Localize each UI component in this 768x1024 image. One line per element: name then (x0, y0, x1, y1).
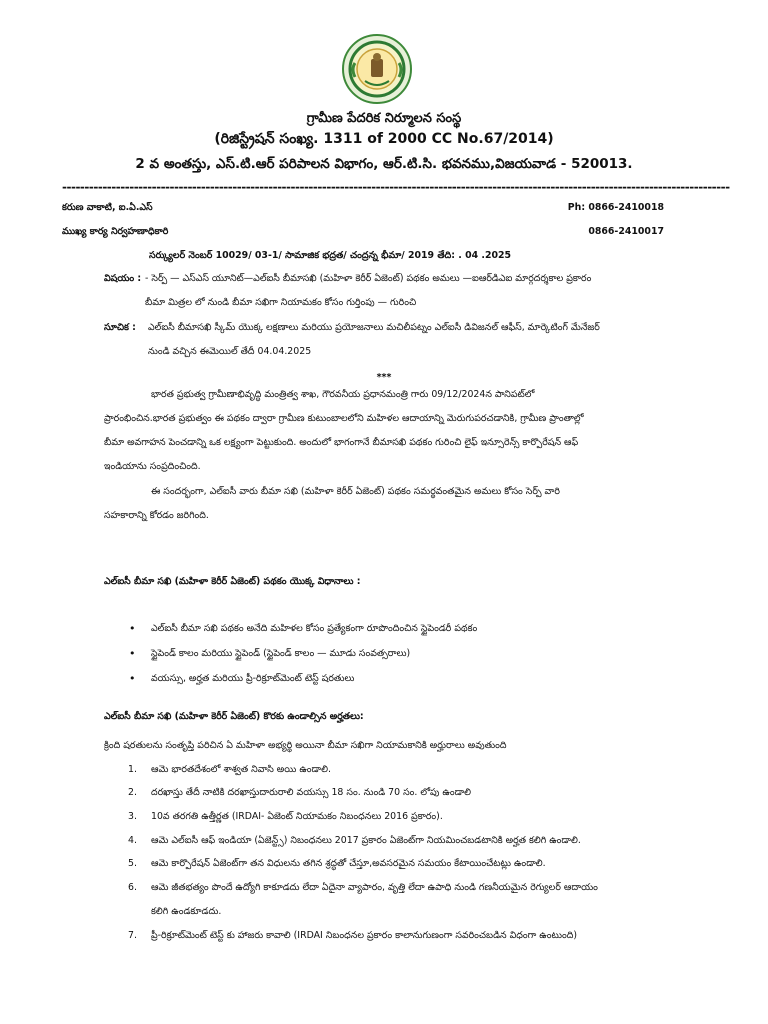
list-number: 6. (128, 882, 137, 893)
bullet-icon: • (129, 622, 136, 635)
reference-line-1: ఎల్ఐసీ బీమాసఖి స్కీమ్ యొక్క లక్షణాలు మరియు ప్రయోజనాలు మచిలీపట్నం ఎల్ఐసీ డివిజనల్ ఆఫీస్, మార్కెటింగ్ మేనేజర్ (148, 322, 600, 333)
phone-number-1: Ph: 0866-2410018 (567, 202, 664, 213)
org-address: 2 వ అంతస్తు, ఎస్.టి.ఆర్ పరిపాలన విభాగం, ఆర్.టి.సి. భవనము,విజయవాడ - 520013. (135, 156, 633, 172)
para1-line-2: ప్రారంభించిన.భారత ప్రభుత్వం ఈ పథకం ద్వారా గ్రామీణ కుటుంబాలలోని మహిళల ఆదాయాన్ని మెరుగుపరచడానికి, గ్రామీణ ప్రాంతాల్లో (104, 413, 584, 424)
registration-number: (రిజిస్ట్రేషన్ సంఖ్య. 1311 of 2000 CC No.67/2014) (214, 131, 554, 147)
eligibility-item: దరఖాస్తు తేదీ నాటికి దరఖాస్తుదారురాలి వయస్సు 18 సం. నుండి 70 సం. లోపు ఉండాలి (151, 787, 472, 798)
government-emblem-icon (341, 33, 413, 105)
eligibility-item: ఆమె కార్పొరేషన్ ఏజెంట్‌గా తన విధులను తగిన శ్రద్ధతో చేస్తూ,అవసరమైన సమయం కేటాయించేటట్లు ఉండాలి. (151, 858, 546, 869)
eligibility-item: ప్రీ-రిక్రూట్‌మెంట్ టెస్ట్ కు హాజరు కావాలి (IRDAI నిబంధనల ప్రకారం కాలానుగుణంగా సవరించబడిన విధంగా ఉంటుంది) (151, 930, 577, 941)
bullet-item: ఎల్ఐసీ బీమా సఖి పథకం అనేది మహిళల కోసం ప్రత్యేకంగా రూపొందించిన స్టైపెండరీ పథకం (151, 623, 478, 634)
eligibility-item-continuation: కలిగి ఉండకూడదు. (151, 906, 222, 917)
para2-line-1: ఈ సందర్భంగా, ఎల్ఐసీ వారు బీమా సఖి (మహిళా కెరీర్ ఏజెంట్) పథకం సమర్థవంతమైన అమలు కోసం సెర్ప్ వారి (151, 486, 560, 497)
list-number: 2. (128, 787, 137, 798)
subject-line-1: - సెర్ప్ — ఎస్ఎస్ యూనిట్—ఎల్ఐసీ బీమాసఖి (మహిళా కెరీర్ ఏజెంట్) పథకం అమలు —ఐఆర్‌డిఎఐ మార్గదర్శకాల ప్రకారం (145, 273, 592, 284)
subject-line-2: బీమా మిత్రల లో నుండి బీమా సఖిగా నియామకం కోసం గుర్తింపు — గురించి (145, 297, 417, 308)
list-number: 7. (128, 930, 137, 941)
reference-label: సూచిక : (104, 322, 136, 333)
bullet-item: స్టైపెండ్ కాలం మరియు స్టైపెండ్ (స్టైపెండ్ కాలం — మూడు సంవత్సరాలు) (151, 648, 411, 659)
list-number: 5. (128, 858, 137, 869)
circular-number: సర్క్యులర్ నెంబర్ 10029/ 03-1/ సామాజిక భద్రత/ చంద్రన్న భీమా/ 2019 తేది: . 04 .2025 (149, 250, 512, 261)
list-number: 1. (128, 764, 137, 775)
section2-intro: క్రింది షరతులను సంతృప్తి పరిచిన ఏ మహిళా అభ్యర్థి అయినా బీమా సఖిగా నియామకానికి అర్హురాలు అవుతుంది (104, 740, 507, 751)
reference-line-2: నుండి వచ్చిన ఈమెయిల్ తేదీ 04.04.2025 (148, 346, 312, 357)
section2-heading: ఎల్ఐసీ బీమా సఖి (మహిళా కెరీర్ ఏజెంట్) కొరకు ఉండాల్సిన అర్హతలు: (104, 711, 364, 722)
eligibility-item: 10వ తరగతి ఉత్తీర్ణత (IRDAI- ఏజెంట్ నియామకం నిబంధనలు 2016 ప్రకారం). (151, 811, 443, 822)
org-name: గ్రామీణ పేదరిక నిర్మూలన సంస్థ (306, 111, 462, 126)
separator-stars: *** (376, 372, 392, 383)
bullet-icon: • (129, 672, 136, 685)
bullet-item: వయస్సు, అర్హత మరియు ప్రీ-రిక్రూట్‌మెంట్ టెస్ట్ షరతులు (151, 673, 355, 684)
list-number: 4. (128, 835, 137, 846)
bullet-icon: • (129, 647, 136, 660)
eligibility-item: ఆమె జీతభత్యం పొందే ఉద్యోగి కాకూడదు లేదా ఏదైనా వ్యాపారం, వృత్తి లేదా ఉపాధి నుండి గణనీయమైన రెగ్యులర్ ఆదాయం (151, 882, 598, 893)
divider-line: ----------------------------------------------------------------------------------------------------------------------------------------------------- (62, 180, 730, 194)
officer-designation: ముఖ్య కార్య నిర్వహణాధికారి (62, 226, 169, 237)
para1-line-3: బీమా అవగాహన పెంచడాన్ని ఒక లక్ష్యంగా పెట్టుకుంది. అందులో భాగంగానే బీమాసఖి పథకం గురించి లైఫ్ ఇన్సూరెన్స్ కార్పొరేషన్ ఆఫ్ (104, 437, 579, 448)
list-number: 3. (128, 811, 137, 822)
para2-line-2: సహకారాన్ని కోరడం జరిగింది. (104, 510, 209, 521)
subject-label: విషయం : (104, 273, 142, 284)
section1-heading: ఎల్ఐసీ బీమా సఖి (మహిళా కెరీర్ ఏజెంట్) పథకం యొక్క విధానాలు : (104, 576, 361, 587)
para1-line-4: ఇండియాను సంప్రదించింది. (104, 461, 201, 472)
officer-name: కరుణ వాకాటి, ఐ.ఏ.ఎస్ (62, 202, 153, 213)
eligibility-item: ఆమె భారతదేశంలో శాశ్వత నివాసి అయి ఉండాలి. (151, 764, 331, 775)
para1-line-1: భారత ప్రభుత్వ గ్రామీణాభివృద్ధి మంత్రిత్వ శాఖ, గౌరవనీయ ప్రధానమంత్రి గారు 09/12/2024న పానిపట్‌లో (151, 389, 535, 400)
phone-number-2: 0866-2410017 (588, 226, 664, 237)
eligibility-item: ఆమె ఎల్ఐసీ ఆఫ్ ఇండియా (ఏజెన్ట్స్) నిబంధనలు 2017 ప్రకారం ఏజెంట్‌గా నియమించబడటానికి అర్హత కలిగి ఉండాలి. (151, 835, 581, 846)
